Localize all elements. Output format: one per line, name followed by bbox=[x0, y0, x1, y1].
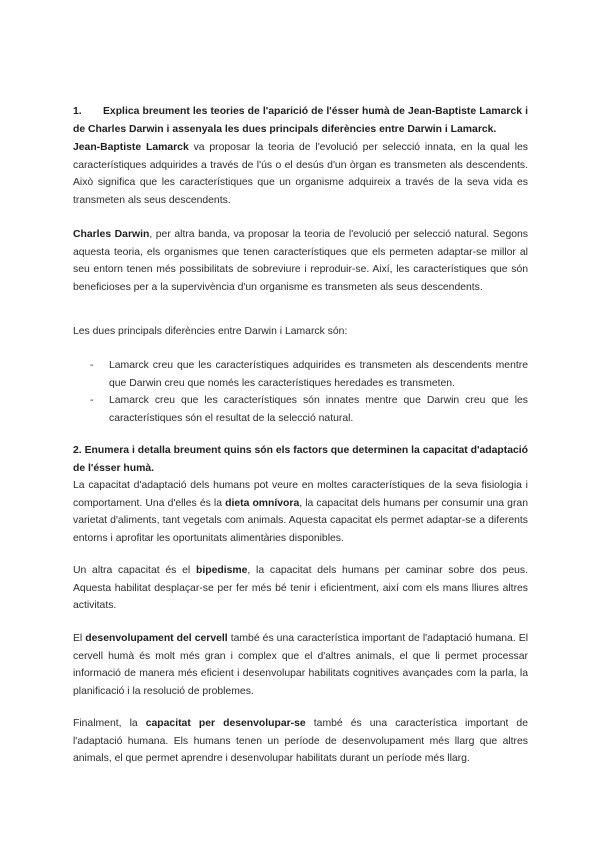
brain-text-before: El bbox=[73, 633, 86, 644]
bipedalism-text-after: , la capacitat dels humans per caminar sobre dos peus. Aquesta habilitat desplaçar-se per fer més bé tenir i eficientment, així com els mans lliures altres activitats. bbox=[73, 565, 528, 612]
diet-text-before: La capacitat d'adaptació dels humans pot veure en moltes característiques de la seva fisiologia i comportament. Una d'elles és la bbox=[73, 480, 528, 509]
development-text-after: també és una característica important de l'adaptació humana. Els humans tenen un període de desenvolupament més llarg que altres animals, el que permet aprendre i desenvolupar habilitats durant un període més llarg. bbox=[73, 718, 528, 765]
question-2-number: 2. bbox=[73, 445, 82, 456]
paragraph-lamarck bbox=[73, 139, 528, 209]
diet-term: dieta omnívora bbox=[225, 497, 300, 509]
bullet-dash: - bbox=[90, 360, 94, 371]
question-1-heading bbox=[73, 103, 528, 138]
lamarck-text: va proposar la teoria de l'evolució per selecció innata, en la qual les característiques adquirides a través de l'ús o el desús d'un òrgan es transmeten als descendents. Això significa que les característiques que un organisme adquireix a través de la seva vida es transmeten als seus descendents. bbox=[73, 142, 528, 206]
list-item bbox=[73, 392, 528, 427]
diet-text-after: , la capacitat dels humans per consumir una gran varietat d'aliments, tant vegetals com animals. Aquesta capacitat els permet adaptar-se a diferents entorns i aprofitar les oportunitats alimentàries disponibles. bbox=[73, 497, 528, 544]
difference-2: Lamarck creu que les característiques són innates mentre que Darwin creu que les característiques són el resultat de la selecció natural. bbox=[109, 395, 528, 424]
development-term: capacitat per desenvolupar-se bbox=[145, 718, 306, 729]
brain-term: desenvolupament del cervell bbox=[85, 633, 228, 644]
differences-list bbox=[73, 357, 528, 427]
darwin-text: , per altra banda, va proposar la teoria de l'evolució per selecció natural. Segons aquesta teoria, els organismes que tenen característiques que els permeten adaptar-se millor al seu entorn tenen més possibilitats de sobreviure i reproduir-se. Així, les característiques que són beneficioses per a la supervivència d'un organisme es transmeten als seus descendents. bbox=[73, 229, 528, 293]
lamarck-name: Jean-Baptiste Lamarck bbox=[73, 142, 189, 153]
development-text-before: Finalment, la bbox=[73, 718, 146, 729]
difference-1: Lamarck creu que les característiques adquirides es transmeten als descendents mentre que Darwin creu que només les característiques heredades es transmeten. bbox=[109, 360, 528, 389]
brain-text-after: també és una característica important de l'adaptació humana. El cervell humà és molt més gran i complex que el d'altres animals, el que li permet processar informació de manera més eficient i desenvolupar habilitats cognitives avançades com la parla, la planificació i la resolució de problemes. bbox=[73, 633, 528, 697]
list-item bbox=[73, 357, 528, 392]
question-1-number: 1. bbox=[73, 106, 82, 117]
question-2-title: Enumera i detalla breument quins són els factors que determinen la capacitat d'adaptació de l'ésser humà. bbox=[73, 445, 528, 474]
bullet-dash: - bbox=[90, 395, 94, 407]
paragraph-development bbox=[73, 715, 528, 768]
question-2-heading bbox=[73, 442, 528, 477]
bipedalism-term: bipedisme bbox=[195, 565, 248, 576]
differences-intro: Les dues principals diferències entre Darwin i Lamarck són: bbox=[73, 326, 348, 337]
paragraph-diet bbox=[73, 477, 528, 547]
paragraph-brain bbox=[73, 630, 528, 700]
bipedalism-text-before: Un altra capacitat és el bbox=[73, 565, 196, 576]
paragraph-bipedalism bbox=[73, 562, 528, 615]
question-1-title: Explica breument les teories de l'aparició de l'ésser humà de Jean-Baptiste Lamarck i de Charles Darwin i assenyala les dues principals diferències entre Darwin i Lamarck. bbox=[73, 106, 528, 135]
darwin-name: Charles Darwin bbox=[73, 229, 150, 240]
paragraph-darwin bbox=[73, 226, 528, 296]
